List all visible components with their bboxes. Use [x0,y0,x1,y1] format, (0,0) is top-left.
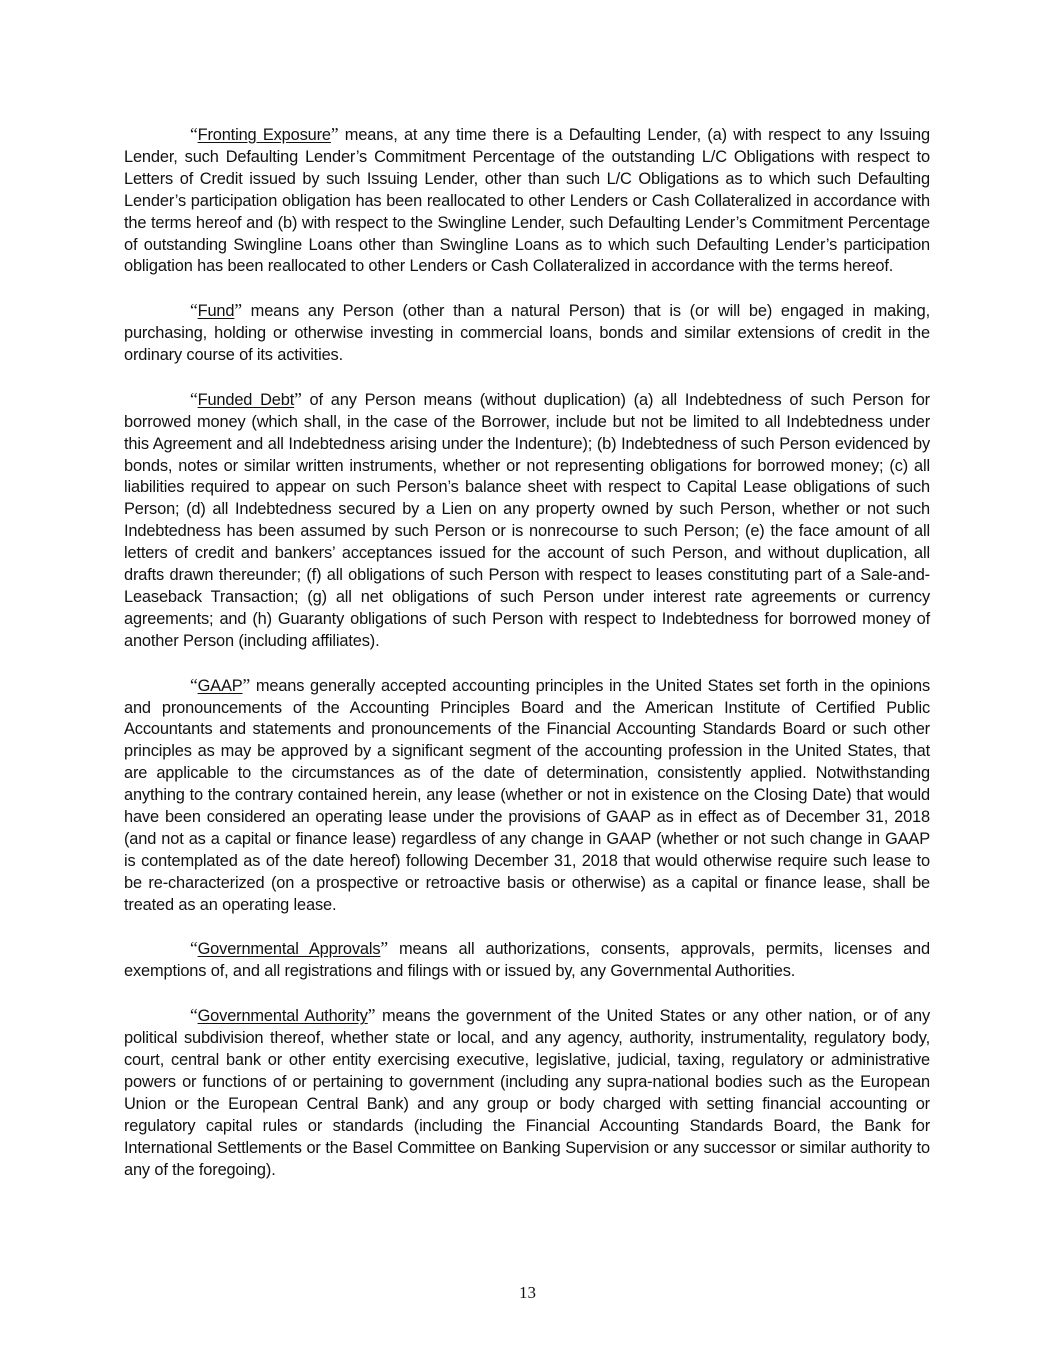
definition-body: means the government of the United States or any other nation, or of any political subdivision thereof, whether state or local, and any agency, authority, instrumentality, regulatory body, court, central bank or other entity exercising executive, legislative, judicial, taxing, regulatory or administrative powers or functions of or pertaining to government (including any supra-national bodies such as the European Union or the European Central Bank) and any group or body charged with setting financial accounting or regulatory capital rules or standards (including the Financial Accounting Standards Board, the Bank for International Settlements or the Basel Committee on Banking Supervision or any successor or similar authority to any of the foregoing). [124,1007,930,1179]
definition-funded-debt [124,389,930,653]
defined-term: Governmental Authority [197,1007,368,1026]
close-quote: ” [330,124,339,144]
defined-term: Governmental Approvals [197,940,381,959]
close-quote: ” [242,674,251,695]
defined-term: Fronting Exposure [197,126,331,144]
definition-fund [124,300,930,367]
open-quote: “ [190,1005,198,1026]
definition-body: means generally accepted accounting principles in the United States set forth in the opinions and pronouncements of the Accounting Principles Board and the American Institute of Certified Public Accountants and statements and pronouncements of the Financial Accounting Standards Board or such other principles as may be approved by a significant segment of the accounting profession in the United States, that are applicable to the circumstances as of the date of determination, consistently applied. Notwithstanding anything to the contrary contained herein, any lease (whether or not in existence on the Closing Date) that would have been considered an operating lease under the provisions of GAAP as in effect as of December 31, 2018 (and not as a capital or finance lease) regardless of any change in GAAP (whether or not such change in GAAP is contemplated as of the date hereof) following December 31, 2018 that would otherwise require such lease to be re-characterized (on a prospective or retroactive basis or otherwise) as a capital or finance lease, shall be treated as an operating lease. [124,676,930,914]
page-number: 13 [519,1283,536,1302]
open-quote: “ [190,674,198,695]
definition-body: means, at any time there is a Defaulting Lender, (a) with respect to any Issuing Lender, such Defaulting Lender’s Commitment Percentage of the outstanding L/C Obligations with respect to Letters of Credit issued by such Issuing Lender, other than such L/C Obligations as to which such Defaulting Lender’s participation obligation has been reallocated to other Lenders or Cash Collateralized in accordance with the terms hereof and (b) with respect to the Swingline Lender, such Defaulting Lender’s Commitment Percentage of outstanding Swingline Loans other than Swingline Loans as to which such Defaulting Lender’s participation obligation has been reallocated to other Lenders or Cash Collateralized in accordance with the terms hereof. [124,126,930,276]
document-page [124,124,930,1203]
defined-term: Fund [197,302,235,321]
close-quote: ” [234,300,242,321]
definition-body: means all authorizations, consents, approvals, permits, licenses and exemptions of, and all registrations and filings with or issued by, any Governmental Authorities. [124,940,930,981]
defined-term: Funded Debt [197,390,295,409]
open-quote: “ [190,300,198,321]
definition-governmental-approvals [124,938,930,983]
close-quote: ” [294,388,302,409]
open-quote: “ [190,938,198,959]
defined-term: GAAP [197,676,243,695]
definition-fronting-exposure [124,124,930,278]
definition-governmental-authority [124,1005,930,1181]
definition-gaap [124,675,930,917]
definition-body: of any Person means (without duplication) (a) all Indebtedness of such Person for borrowed money (which shall, in the case of the Borrower, include but not be limited to all Indebtedness under this Agreement and all Indebtedness arising under the Indenture); (b) Indebtedness of such Person evidenced by bonds, notes or similar written instruments, whether or not representing obligations for borrowed money; (c) all liabilities required to appear on such Person’s balance sheet with respect to Capital Lease obligations of such Person; (d) all Indebtedness secured by a Lien on any property owned by such Person, whether or not such Indebtedness has been assumed by such Person or is nonrecourse to such Person; (e) the face amount of all letters of credit and bankers’ acceptances issued for the account of such Person, and without duplication, all drafts drawn thereunder; (f) all obligations of such Person with respect to leases constituting part of a Sale-and-Leaseback Transaction; (g) all net obligations of such Person under interest rate agreements or currency agreements; and (h) Guaranty obligations of such Person with respect to Indebtedness for borrowed money of another Person (including affiliates). [124,390,930,650]
definition-body: means any Person (other than a natural Person) that is (or will be) engaged in making, purchasing, holding or otherwise investing in commercial loans, bonds and similar extensions of credit in the ordinary course of its activities. [124,302,930,365]
open-quote: “ [190,124,198,144]
close-quote: ” [367,1005,376,1026]
close-quote: ” [380,938,388,959]
open-quote: “ [190,388,198,409]
